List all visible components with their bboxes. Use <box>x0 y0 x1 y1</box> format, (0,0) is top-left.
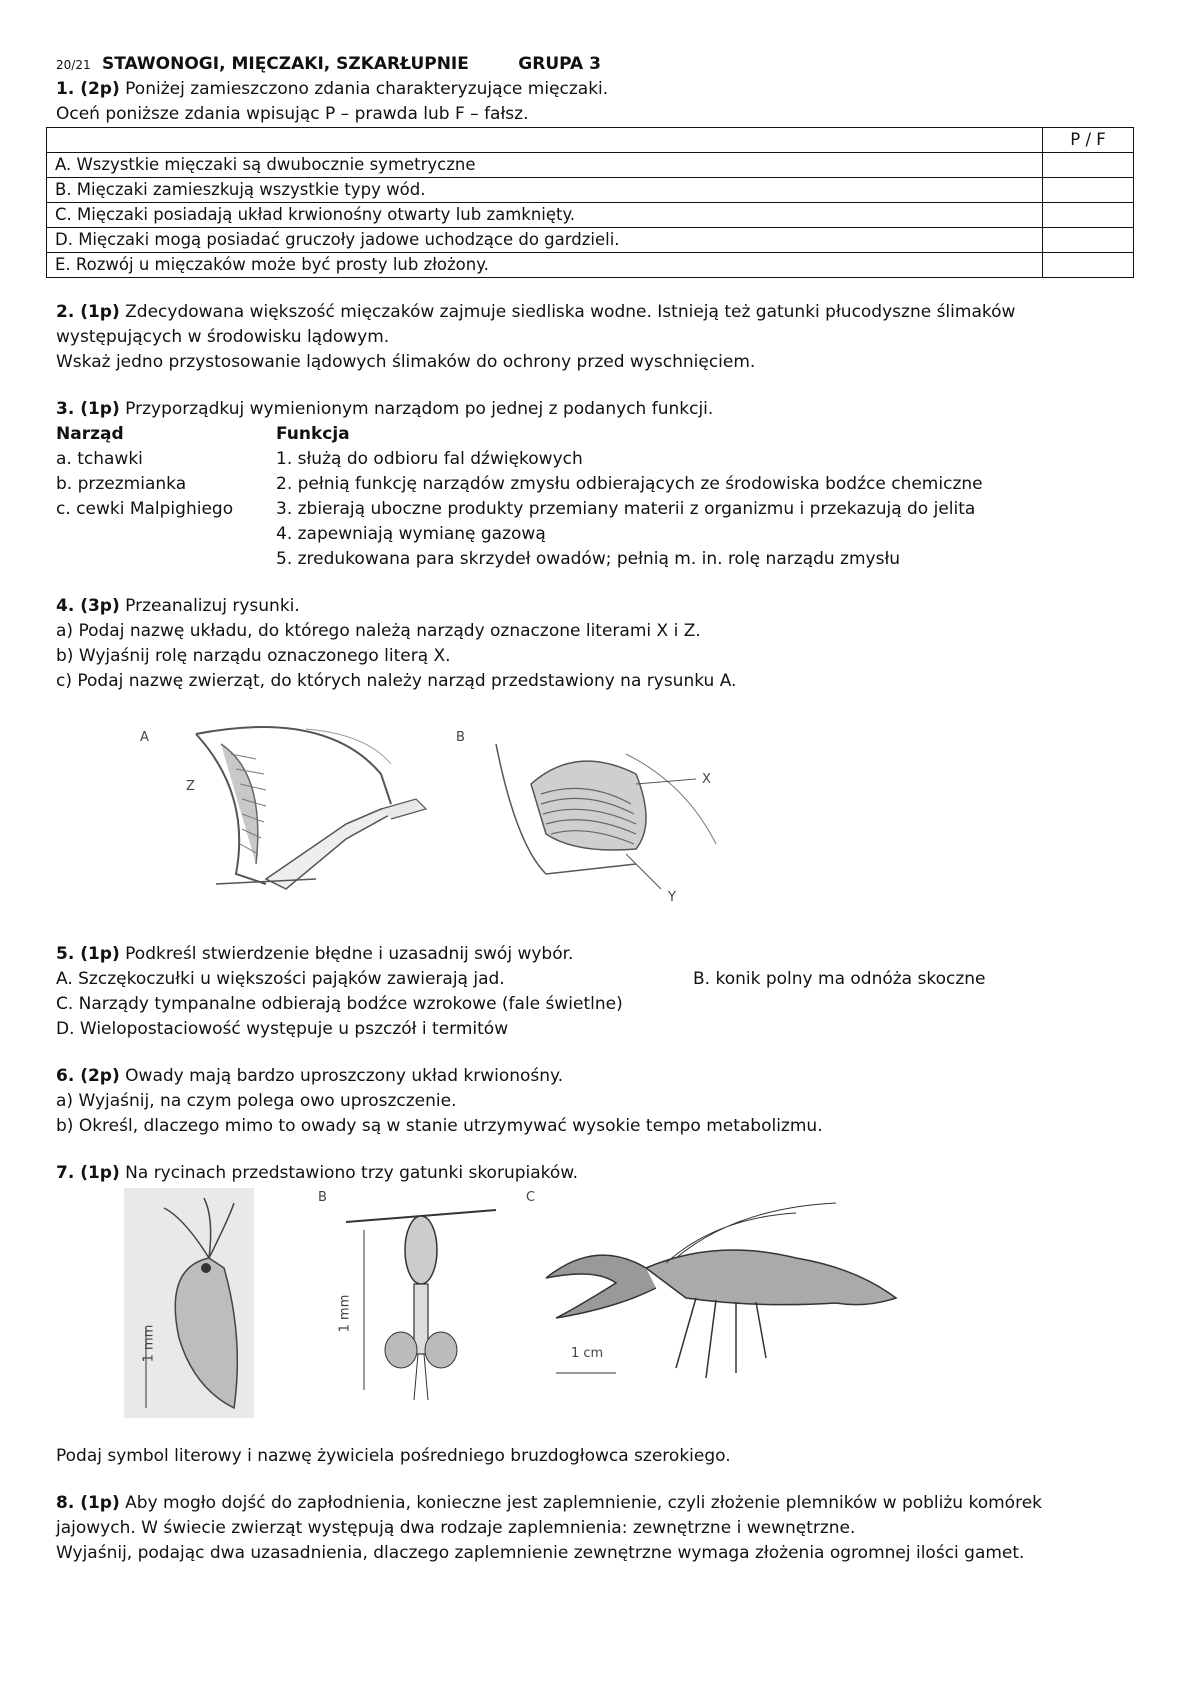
q7-figures <box>56 1186 1146 1436</box>
subtask-b: b) Wyjaśnij rolę narządu oznaczonego literą X. <box>56 646 451 666</box>
label-x: X <box>702 772 711 787</box>
question-text: Owady mają bardzo uproszczony układ krwionośny. <box>119 1066 564 1086</box>
question-number: 5. (1p) <box>56 944 120 964</box>
figure-label-a: A <box>140 730 149 745</box>
crayfish-drawing <box>536 1198 916 1398</box>
function-item: 1. służą do odbioru fal dźwiękowych <box>276 449 583 469</box>
label-y: Y <box>668 890 676 905</box>
q5-row-ab <box>56 967 1146 992</box>
question-text: występujących w środowisku lądowym. <box>56 327 390 347</box>
question-text: Aby mogło dojść do zapłodnienia, konieczne jest zaplemnienie, czyli złożenie plemników w pobliżu komórek <box>119 1493 1042 1513</box>
table-row <box>47 203 1134 228</box>
answer-cell[interactable] <box>1043 253 1134 278</box>
question-7 <box>56 1161 1146 1186</box>
column-header: Narząd <box>56 424 124 444</box>
gill-drawing-a <box>176 714 476 914</box>
table-header-row <box>47 128 1134 153</box>
function-item: 3. zbierają uboczne produkty przemiany materii z organizmu i przekazują do jelita <box>276 499 976 519</box>
pf-header: P / F <box>1043 128 1134 153</box>
question-8 <box>56 1491 1146 1516</box>
question-text: Zdecydowana większość mięczaków zajmuje siedliska wodne. Istnieją też gatunki płucodyszne ślimaków <box>119 302 1016 322</box>
question-2 <box>56 300 1146 325</box>
question-text: Przyporządkuj wymienionym narządom po jednej z podanych funkcji. <box>119 399 714 419</box>
figure-label-b: B <box>318 1190 327 1205</box>
scale-label-c: 1 cm <box>571 1346 604 1361</box>
question-number: 6. (2p) <box>56 1066 120 1086</box>
answer-cell[interactable] <box>1043 178 1134 203</box>
subtask-c: c) Podaj nazwę zwierząt, do których należy narząd przedstawiony na rysunku A. <box>56 671 737 691</box>
table-row <box>47 253 1134 278</box>
figure-label-b: B <box>456 730 465 745</box>
statement: B. Mięczaki zamieszkują wszystkie typy wód. <box>47 178 1043 203</box>
question-number: 3. (1p) <box>56 399 120 419</box>
question-task: Podaj symbol literowy i nazwę żywiciela pośredniego bruzdogłowca szerokiego. <box>56 1446 731 1466</box>
statement: E. Rozwój u mięczaków może być prosty lub złożony. <box>47 253 1043 278</box>
option-c: C. Narządy tympanalne odbierają bodźce wzrokowe (fale świetlne) <box>56 994 623 1014</box>
option-d: D. Wielopostaciowość występuje u pszczół i termitów <box>56 1019 509 1039</box>
column-header: Funkcja <box>276 424 350 444</box>
organ-item: b. przezmianka <box>56 474 187 494</box>
question-5 <box>56 942 1146 967</box>
organ-column <box>56 422 276 572</box>
scale-label-a: 1 mm <box>141 1324 157 1363</box>
subtask-a: a) Wyjaśnij, na czym polega owo uproszczenie. <box>56 1091 457 1111</box>
header <box>56 52 1146 78</box>
organ-item: c. cewki Malpighiego <box>56 499 234 519</box>
statement: D. Mięczaki mogą posiadać gruczoły jadowe uchodzące do gardzieli. <box>47 228 1043 253</box>
page-title: STAWONOGI, MIĘCZAKI, SZKARŁUPNIE <box>102 54 469 74</box>
statement: A. Wszystkie mięczaki są dwubocznie symetryczne <box>47 153 1043 178</box>
answer-cell[interactable] <box>1043 228 1134 253</box>
option-a: A. Szczękoczułki u większości pająków zawierają jad. <box>56 969 505 989</box>
group-label: GRUPA 3 <box>518 54 601 74</box>
option-b: B. konik polny ma odnóża skoczne <box>693 969 986 989</box>
question-number: 7. (1p) <box>56 1163 120 1183</box>
question-3 <box>56 397 1146 422</box>
figure-label-c: C <box>526 1190 536 1205</box>
matching-table <box>56 422 1146 572</box>
question-1 <box>56 77 1146 102</box>
question-text: Przeanalizuj rysunki. <box>119 596 300 616</box>
answer-cell[interactable] <box>1043 153 1134 178</box>
worksheet <box>56 52 1146 1566</box>
subtask-b: b) Określ, dlaczego mimo to owady są w stanie utrzymywać wysokie tempo metabolizmu. <box>56 1116 823 1136</box>
table-row <box>47 228 1134 253</box>
question-task: Wyjaśnij, podając dwa uzasadnienia, dlaczego zaplemnienie zewnętrzne wymaga złożenia ogromnej ilości gamet. <box>56 1543 1025 1563</box>
question-text: Na rycinach przedstawiono trzy gatunki skorupiaków. <box>119 1163 579 1183</box>
table-cell <box>47 128 1043 153</box>
true-false-table <box>46 127 1134 278</box>
question-number: 4. (3p) <box>56 596 120 616</box>
daphnia-drawing <box>124 1188 254 1418</box>
table-row <box>47 178 1134 203</box>
question-4 <box>56 594 1146 619</box>
question-number: 1. (2p) <box>56 79 120 99</box>
q4-figures <box>56 694 1146 932</box>
function-column <box>276 422 1146 572</box>
question-text: Podkreśl stwierdzenie błędne i uzasadnij swój wybór. <box>119 944 574 964</box>
question-number: 8. (1p) <box>56 1493 120 1513</box>
question-6 <box>56 1064 1146 1089</box>
function-item: 2. pełnią funkcję narządów zmysłu odbierających ze środowiska bodźce chemiczne <box>276 474 983 494</box>
answer-cell[interactable] <box>1043 203 1134 228</box>
cyclops-drawing <box>346 1200 496 1420</box>
label-z: Z <box>186 779 195 794</box>
statement: C. Mięczaki posiadają układ krwionośny otwarty lub zamknięty. <box>47 203 1043 228</box>
q1-instruction: Oceń poniższe zdania wpisując P – prawda lub F – fałsz. <box>56 104 529 124</box>
function-item: 4. zapewniają wymianę gazową <box>276 524 546 544</box>
subtask-a: a) Podaj nazwę układu, do którego należą narządy oznaczone literami X i Z. <box>56 621 701 641</box>
question-task: Wskaż jedno przystosowanie lądowych ślimaków do ochrony przed wyschnięciem. <box>56 352 756 372</box>
function-item: 5. zredukowana para skrzydeł owadów; pełnią m. in. rolę narządu zmysłu <box>276 549 901 569</box>
table-row <box>47 153 1134 178</box>
question-text: jajowych. W świecie zwierząt występują dwa rodzaje zaplemnienia: zewnętrzne i wewnętrzne. <box>56 1518 856 1538</box>
scale-label-b: 1 mm <box>337 1294 353 1333</box>
organ-item: a. tchawki <box>56 449 143 469</box>
school-year: 20/21 <box>56 58 91 72</box>
question-text: Poniżej zamieszczono zdania charakteryzujące mięczaki. <box>119 79 609 99</box>
gill-drawing-b <box>486 724 746 904</box>
question-number: 2. (1p) <box>56 302 120 322</box>
